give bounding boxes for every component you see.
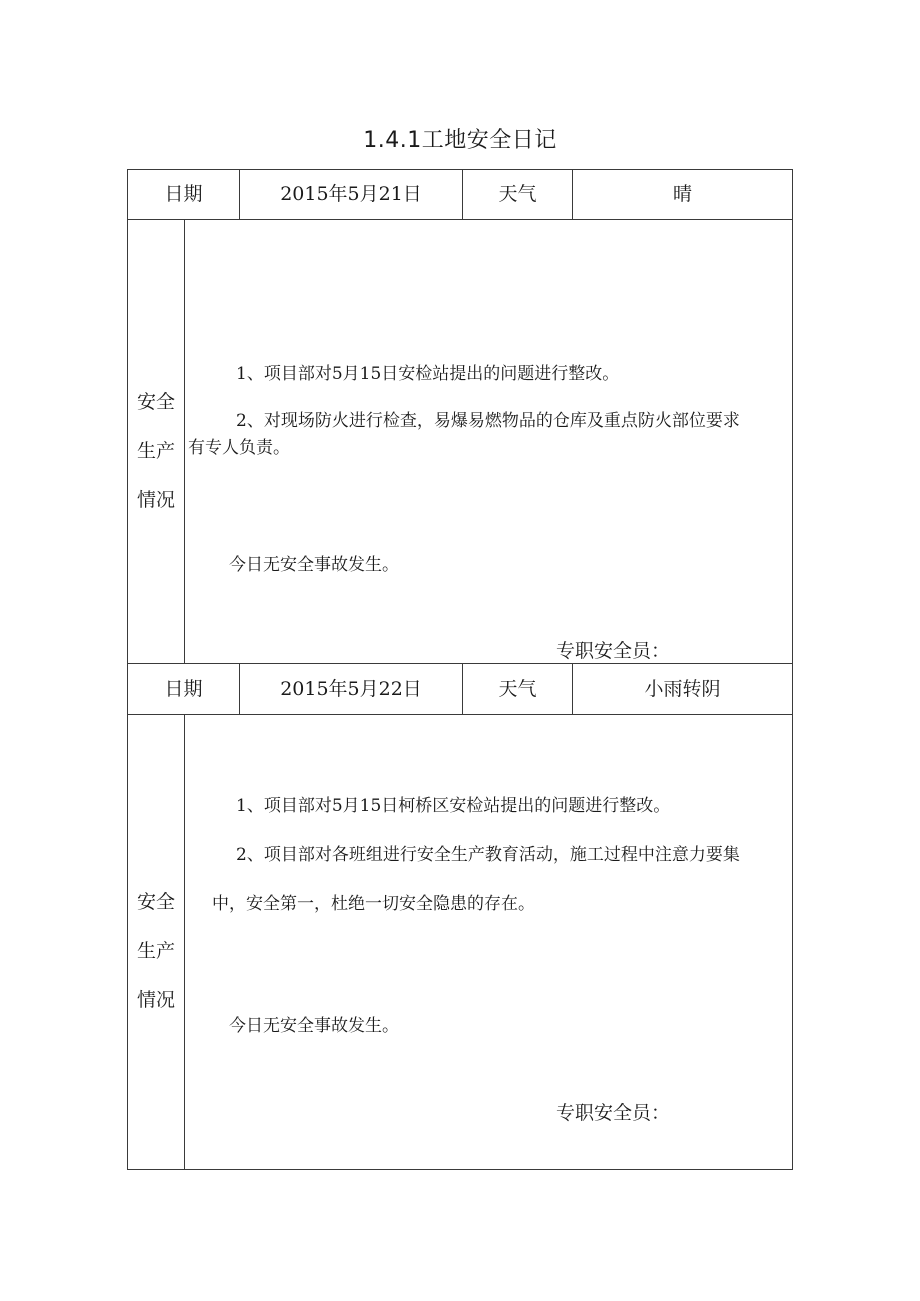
- weather-label: 天气: [498, 183, 537, 205]
- table-rule: [792, 169, 793, 1170]
- table-rule: [127, 219, 793, 220]
- content-line: 1、项目部对5月15日安检站提出的问题进行整改。: [236, 364, 620, 384]
- weather-label: 天气: [498, 678, 537, 700]
- section-label: [128, 878, 184, 1025]
- section-label: [128, 378, 184, 525]
- content-line: 今日无安全事故发生。: [229, 555, 399, 575]
- section-label-line: 生产: [136, 440, 175, 462]
- date-value: 2015年5月22日: [280, 678, 422, 700]
- signature-label: 专职安全员：: [556, 640, 671, 662]
- table-rule: [184, 714, 185, 1169]
- content-line: 今日无安全事故发生。: [229, 1016, 399, 1036]
- content-line: 有专人负责。: [188, 438, 290, 458]
- table-rule: [127, 714, 793, 715]
- weather-value: 晴: [672, 183, 692, 205]
- date-label: 日期: [164, 678, 203, 700]
- table-rule: [127, 169, 793, 170]
- table-rule: [127, 663, 793, 664]
- date-value: 2015年5月21日: [280, 183, 422, 205]
- content-line: 1、项目部对5月15日柯桥区安检站提出的问题进行整改。: [236, 796, 671, 816]
- date-label: 日期: [164, 183, 203, 205]
- page-title: 1.4.1工地安全日记: [363, 128, 557, 153]
- section-label-line: 安全: [136, 891, 175, 913]
- signature-label: 专职安全员：: [556, 1102, 671, 1124]
- section-label-line: 生产: [136, 940, 175, 962]
- table-rule: [184, 219, 185, 663]
- weather-value: 小雨转阴: [644, 678, 721, 700]
- table-rule: [127, 1169, 793, 1170]
- content-line: 2、项目部对各班组进行安全生产教育活动，施工过程中注意力要集: [236, 845, 740, 865]
- section-label-line: 安全: [136, 391, 175, 413]
- section-label-line: 情况: [136, 989, 175, 1011]
- section-label-line: 情况: [136, 489, 175, 511]
- content-line: 2、对现场防火进行检查，易爆易燃物品的仓库及重点防火部位要求: [236, 411, 740, 431]
- content-line: 中，安全第一，杜绝一切安全隐患的存在。: [212, 894, 535, 914]
